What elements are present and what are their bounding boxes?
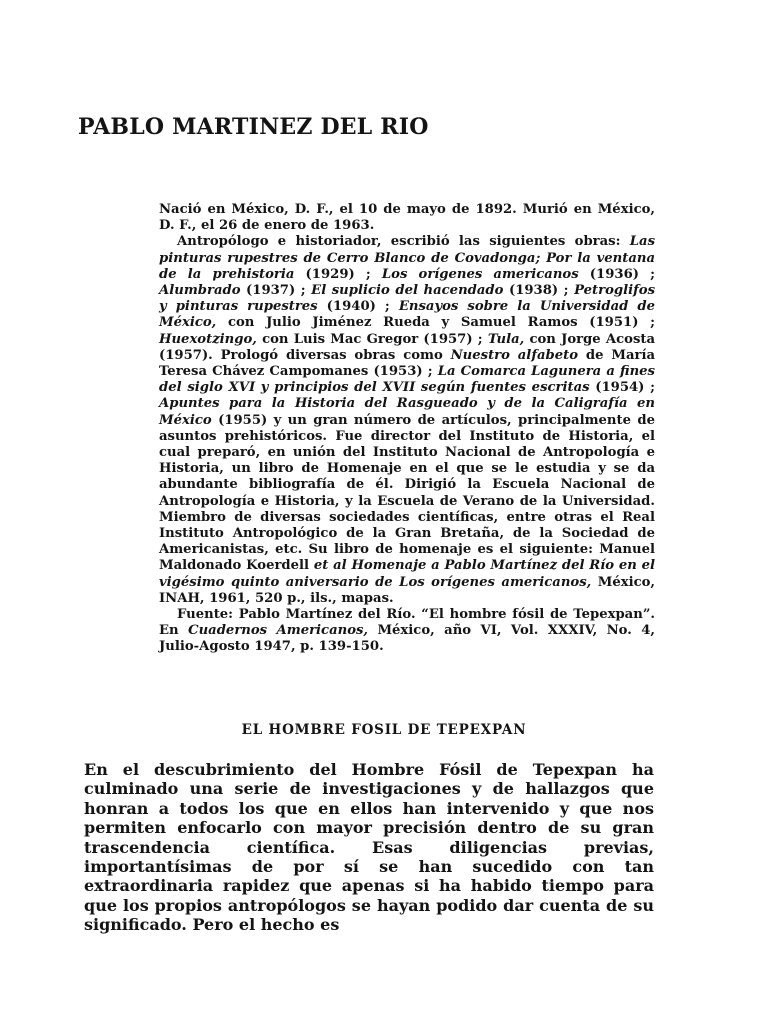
body-paragraph: En el descubrimiento del Hombre Fósil de Tepexpan ha culminado una serie de investigaciones y de hallazgos que honran a todos los que en ellos han intervenido y que nos permiten enfocarlo con mayor precisión dentro de su gran trascendencia científica. Esas diligencias previas, importantísimas de por sí se han sucedido con tan extraordinaria rapidez que apenas si ha habido tiempo para que los propios antropólogos se hayan podido dar cuenta de su significado. Pero el hecho es xyxy=(84,760,654,935)
source-detail: México, año VI, Vol. XXXIV, No. 4, Julio-Agosto 1947, p. 139-150. xyxy=(159,623,655,655)
work-year: (1937) ; xyxy=(240,283,312,299)
section-title: EL HOMBRE FOSIL DE TEPEXPAN xyxy=(241,722,527,738)
author-biography xyxy=(159,202,655,656)
work-title: Petroglifos y pinturas rupestres xyxy=(159,283,655,315)
work-title: El suplicio del hacendado xyxy=(311,283,504,299)
work-title: Huexotzingo, xyxy=(159,331,257,347)
work-detail: México, INAH, 1961, 520 p., ils., mapas. xyxy=(159,574,655,606)
work-title: Nuestro alfabeto xyxy=(450,347,579,363)
work-title: La Comarca Lagunera a fines del siglo XVI y principios del XVII según fuentes escritas xyxy=(159,364,655,396)
author-heading: PABLO MARTINEZ DEL RIO xyxy=(78,114,429,140)
work-detail: con Jorge Acosta (1957). Prologó diversas obras como xyxy=(159,331,656,363)
work-detail: (1954) ; xyxy=(589,380,655,396)
work-detail: de María Teresa Chávez Campomanes (1953) ; xyxy=(159,347,655,380)
work-title: Los orígenes americanos xyxy=(381,266,579,282)
work-title: Por la ventana de la prehistoria xyxy=(159,250,656,282)
bio-birth-death: Nació en México, D. F., el 10 de mayo de 1892. Murió en México, D. F., el 26 de enero de 1963. xyxy=(159,202,655,234)
work-detail: con Julio Jiménez Rueda y Samuel Ramos (1951) ; xyxy=(216,315,655,331)
bio-works-intro: Antropólogo e historiador, escribió las siguientes obras: xyxy=(177,234,630,250)
work-year: (1940) ; xyxy=(317,299,399,315)
work-title: Tula, xyxy=(487,331,525,347)
bio-works xyxy=(159,234,655,607)
work-title: Alumbrado xyxy=(159,283,241,299)
work-title: Ensayos sobre la Universidad de México, xyxy=(159,299,656,331)
work-year: (1936) ; xyxy=(578,266,655,282)
work-title: et al Homenaje a Pablo Martínez del Río en el vigésimo quinto aniversario de Los orígenes americanos, xyxy=(159,558,655,590)
work-title: Apuntes para la Historia del Rasgueado y de la Caligrafía en México xyxy=(159,396,655,428)
source-journal: Cuadernos Americanos, xyxy=(188,623,369,639)
work-year: (1938) ; xyxy=(503,283,575,299)
source-intro: Fuente: Pablo Martínez del Río. “El hombre fósil de Tepexpan”. En xyxy=(159,607,655,639)
work-detail: (1955) y un gran número de artículos, principalmente de asuntos prehistóricos. Fue director del Instituto de Historia, el cual preparó, en unión del Instituto Nacional de Antropología e Historia, un libro de Homenaje en el que se le estudia y se da abundante bibliografía de él. Dirigió la Escuela Nacional de Antropología e Historia, y la Escuela de Verano de la Universidad. Miembro de diversas sociedades científicas, entre otras el Real Instituto Antropológico de la Gran Bretaña, de la Sociedad de Americanistas, etc. Su libro de homenaje es el siguiente: Manuel Maldonado Koerdell xyxy=(159,412,655,574)
work-detail: con Luis Mac Gregor (1957) ; xyxy=(256,331,488,347)
work-year: (1929) ; xyxy=(294,266,382,282)
work-title: Las pinturas rupestres de Cerro Blanco de Covadonga; xyxy=(159,234,655,266)
bio-source xyxy=(159,607,655,656)
